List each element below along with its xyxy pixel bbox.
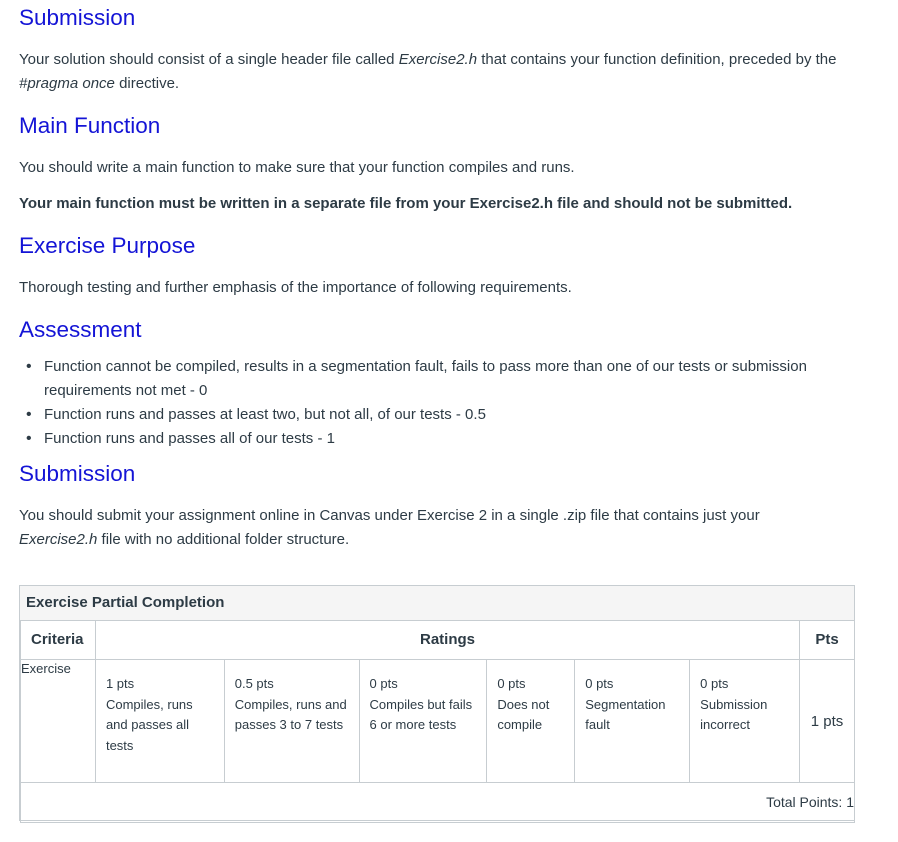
assessment-heading: Assessment (19, 317, 142, 342)
rating-pts: 0 pts (369, 676, 398, 691)
rubric-criterion-row (21, 660, 855, 783)
assessment-item: • Function cannot be compiled, results in a segmentation fault, fails to pass more than one of our tests or submission requirements not met - 0 (19, 355, 859, 403)
rating-desc: Compiles, runs and passes all tests (105, 696, 193, 753)
submission-text-after: directive. (114, 75, 180, 92)
rating-cell (575, 660, 690, 783)
main-function-text: You should write a main function to make sure that your function compiles and runs. (19, 159, 575, 176)
assessment-list (19, 355, 859, 451)
assessment-item: • Function runs and passes all of our tests - 1 (19, 427, 859, 451)
submission-heading: Submission (19, 5, 136, 30)
rating-desc: Compiles, runs and passes 3 to 7 tests (234, 696, 347, 732)
pts-header: Pts (800, 621, 855, 660)
rating-pts: 1 pts (105, 676, 135, 691)
rating-desc: Submission incorrect (700, 696, 768, 732)
rubric-table (20, 620, 855, 823)
rating-pts: 0 pts (700, 676, 729, 691)
rubric-total-row (21, 783, 855, 823)
rating-pts: 0 pts (585, 676, 614, 691)
rating-desc: Compiles but fails 6 or more tests (369, 696, 473, 732)
submission2-text-before: You should submit your assignment online in Canvas under Exercise 2 in a single .zip file that contains just your (19, 507, 760, 524)
criterion-points: 1 pts (800, 660, 855, 783)
rating-pts: 0.5 pts (234, 676, 274, 691)
submission-text-before: Your solution should consist of a single header file called (19, 51, 399, 68)
submission2-text (19, 504, 779, 552)
exercise-purpose-text: Thorough testing and further emphasis of the importance of following requirements. (19, 279, 572, 296)
rating-desc: Does not compile (497, 696, 550, 732)
main-function-heading: Main Function (19, 113, 161, 138)
submission2-heading: Submission (19, 461, 136, 486)
rating-pts: 0 pts (497, 676, 526, 691)
ratings-header: Ratings (95, 621, 799, 660)
rubric (19, 585, 855, 821)
rating-cell (359, 660, 487, 783)
exercise-purpose-heading: Exercise Purpose (19, 233, 196, 258)
main-function-bold-text: Your main function must be written in a separate file from your Exercise2.h file and should not be submitted. (19, 195, 793, 212)
rating-cell (224, 660, 359, 783)
submission-text (19, 48, 869, 96)
rubric-header-row (21, 621, 855, 660)
rating-cell (95, 660, 224, 783)
file-name: Exercise2.h (398, 51, 478, 68)
criterion-name: Exercise (21, 660, 96, 783)
assessment-item: • Function runs and passes at least two, but not all, of our tests - 0.5 (19, 403, 859, 427)
total-points: Total Points: 1 (21, 783, 855, 823)
file-name: Exercise2.h (19, 531, 98, 548)
rating-desc: Segmentation fault (585, 696, 666, 732)
rubric-title: Exercise Partial Completion (20, 586, 854, 621)
rating-cell (487, 660, 575, 783)
criteria-header: Criteria (21, 621, 96, 660)
rating-cell (690, 660, 800, 783)
pragma-directive: #pragma once (19, 75, 115, 92)
submission-text-middle: that contains your function definition, preceded by the (477, 51, 837, 68)
submission2-text-after: file with no additional folder structure. (97, 531, 350, 548)
